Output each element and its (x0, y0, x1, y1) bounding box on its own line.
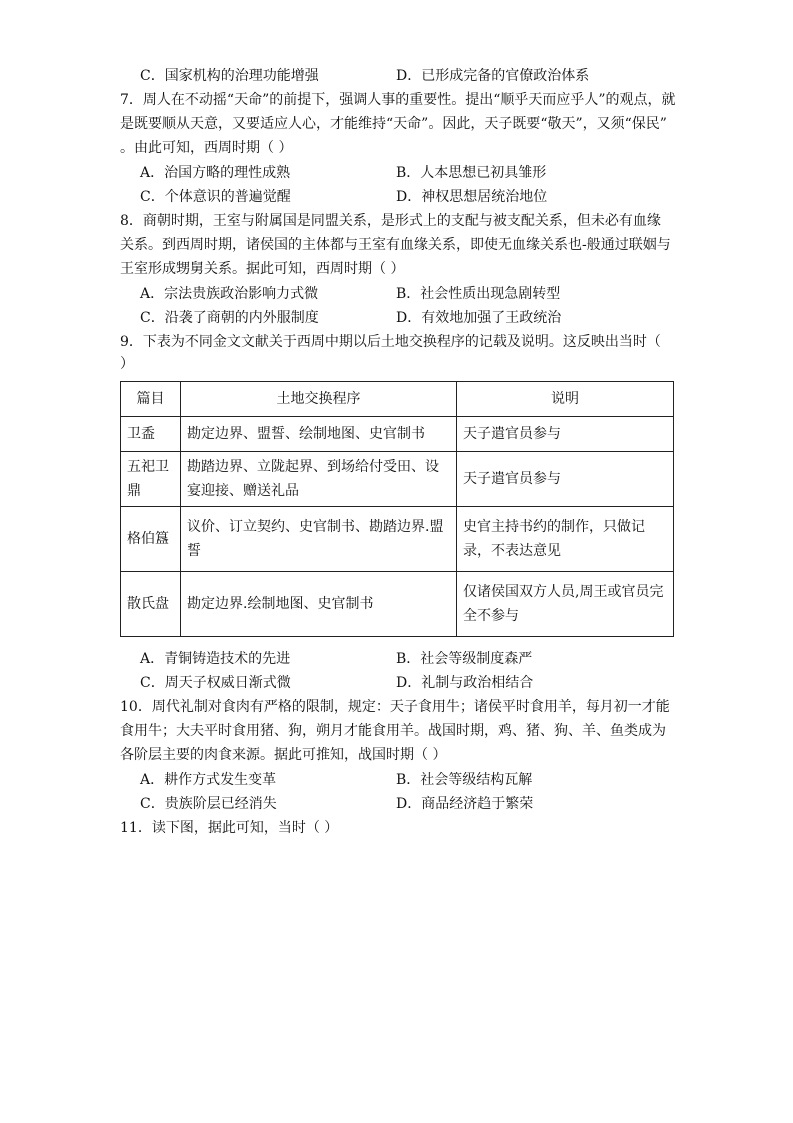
table-cell: 卫盉 (121, 417, 181, 452)
q9-option-b: B．社会等级制度森严 (396, 651, 533, 667)
table-cell: 格伯簋 (121, 507, 181, 572)
table-cell: 散氏盘 (121, 572, 181, 637)
q9-option-d: D．礼制与政治相结合 (396, 675, 534, 691)
table-row (121, 572, 674, 637)
table-cell: 勘踏边界、立陇起界、到场给付受田、设宴迎接、赠送礼品 (181, 452, 457, 507)
q8-option-a: A．宗法贵族政治影响力式微 (140, 286, 319, 302)
q10-option-c: C．贵族阶层已经消失 (140, 796, 277, 812)
q7-option-c: C．个体意识的普遍觉醒 (140, 189, 291, 205)
table-cell: 议价、订立契约、史官制书、勘踏边界.盟誓 (181, 507, 457, 572)
table-header-row (121, 382, 674, 417)
q10-option-d: D．商品经济趋于繁荣 (396, 796, 534, 812)
q9-option-a: A．青铜铸造技术的先进 (140, 651, 291, 667)
q8-option-b: B．社会性质出现急剧转型 (396, 286, 561, 302)
table-header-cell: 土地交换程序 (181, 382, 457, 417)
q7-stem-line-2: 是既要顺从天意，又要适应人心，才能维持“天命”。因此，天子既要“敬天”，又须“保民” (120, 116, 667, 132)
table-cell: 五祀卫鼎 (121, 452, 181, 507)
q6-option-d: D．已形成完备的官僚政治体系 (396, 68, 590, 84)
table-cell: 勘定边界.绘制地图、史官制书 (181, 572, 457, 637)
q10-stem-line-2: 食用牛；大夫平时食用猪、狗，朔月才能食用羊。战国时期，鸡、猪、狗、羊、鱼类成为 (120, 723, 666, 739)
q10-option-a: A．耕作方式发生变革 (140, 772, 277, 788)
q10-stem-line-1: 10．周代礼制对食肉有严格的限制，规定：天子食用牛；诸侯平时食用羊，每月初一才能 (120, 699, 670, 715)
table-cell: 天子遣官员参与 (457, 417, 674, 452)
q11-stem-line-1: 11．读下图，据此可知，当时（ ） (120, 820, 339, 836)
table-cell: 勘定边界、盟誓、绘制地图、史官制书 (181, 417, 457, 452)
land-exchange-table (120, 381, 674, 637)
q8-option-c: C．沿袭了商朝的内外服制度 (140, 310, 319, 326)
q8-stem-line-1: 8．商朝时期，王室与附属国是同盟关系，是形式上的支配与被支配关系，但未必有血缘 (120, 213, 661, 229)
table-row (121, 452, 674, 507)
table-row (121, 507, 674, 572)
q7-option-a: A．治国方略的理性成熟 (140, 165, 291, 181)
q7-option-d: D．神权思想居统治地位 (396, 189, 548, 205)
q7-stem-line-3: 。由此可知，西周时期（ ） (120, 140, 293, 156)
q9-stem-line-2: ） (120, 356, 134, 372)
q7-option-b: B．人本思想已初具雏形 (396, 165, 547, 181)
table-cell: 仅诸侯国双方人员,周王或官员完全不参与 (457, 572, 674, 637)
table-cell: 史官主持书约的制作，只做记录，不表达意见 (457, 507, 674, 572)
q6-option-c: C．国家机构的治理功能增强 (140, 68, 319, 84)
q8-stem-line-3: 王室形成甥舅关系。据此可知，西周时期（ ） (120, 261, 405, 277)
table-header-cell: 说明 (457, 382, 674, 417)
table-row (121, 417, 674, 452)
q9-stem-line-1: 9．下表为不同金文文献关于西周中期以后土地交换程序的记载及说明。这反映出当时（ (120, 334, 661, 350)
table-header-cell: 篇目 (121, 382, 181, 417)
q7-stem-line-1: 7．周人在不动摇“天命”的前提下，强调人事的重要性。提出“顺乎天而应乎人”的观点，就 (120, 92, 676, 108)
q8-stem-line-2: 关系。到西周时期，诸侯国的主体都与王室有血缘关系，即使无血缘关系也-般通过联姻与 (120, 237, 671, 253)
q10-stem-line-3: 各阶层主要的肉食来源。据此可推知，战国时期（ ） (120, 747, 447, 763)
q10-option-b: B．社会等级结构瓦解 (396, 772, 533, 788)
table-cell: 天子遣官员参与 (457, 452, 674, 507)
q8-option-d: D．有效地加强了王政统治 (396, 310, 562, 326)
q9-option-c: C．周天子权威日渐式微 (140, 675, 291, 691)
